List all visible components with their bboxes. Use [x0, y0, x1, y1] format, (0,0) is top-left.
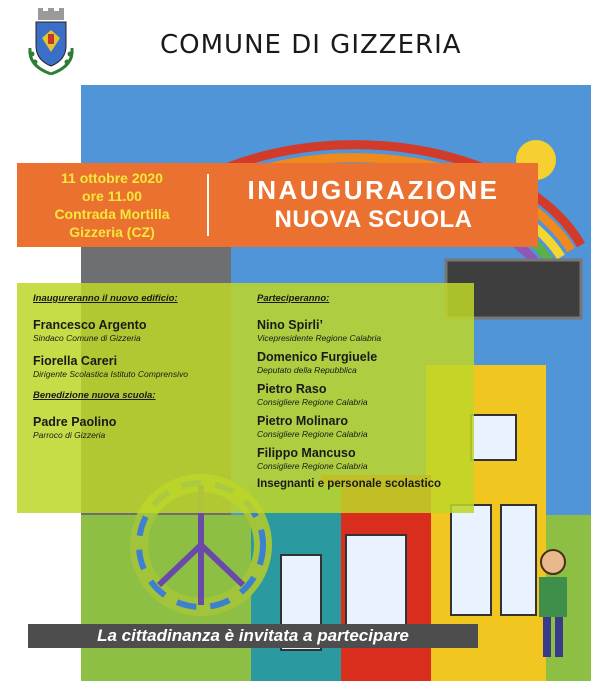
coat-of-arms-icon [22, 8, 80, 78]
section-heading-participants: Parteciperanno: [257, 293, 330, 304]
person-role: Dirigente Scolastica Istituto Comprensivo [33, 369, 188, 379]
event-location-line2: Gizzeria (CZ) [69, 224, 155, 240]
closing-line: Insegnanti e personale scolastico [257, 478, 442, 490]
municipality-title: COMUNE DI GIZZERIA [160, 30, 462, 60]
section-heading-blessing: Benedizione nuova scuola: [33, 390, 156, 401]
person-name: Pietro Raso [257, 382, 327, 396]
person-role: Vicepresidente Regione Calabria [257, 333, 382, 343]
invitation-banner: La cittadinanza è invitata a partecipare [28, 624, 478, 648]
person-role: Deputato della Repubblica [257, 365, 357, 375]
event-time: ore 11.00 [82, 188, 142, 204]
headline-line2: NUOVA SCUOLA [274, 206, 473, 233]
program-right-column [257, 293, 477, 490]
event-date: 11 ottobre 2020 [61, 170, 163, 186]
person-name: Padre Paolino [33, 415, 117, 429]
headline-line1: INAUGURAZIONE [247, 175, 500, 205]
person-role: Parroco di Gizzeria [33, 430, 106, 440]
event-headline [209, 175, 538, 235]
person-name: Fiorella Careri [33, 354, 118, 368]
person-name: Nino Spirli’ [257, 318, 323, 332]
program-left-column [33, 293, 243, 451]
person-role: Sindaco Comune di Gizzeria [33, 333, 141, 343]
event-location-line1: Contrada Mortilla [54, 206, 170, 222]
person-name: Domenico Furgiuele [257, 350, 378, 364]
person-name: Filippo Mancuso [257, 446, 356, 460]
person-role: Consigliere Regione Calabria [257, 397, 368, 407]
person-role: Consigliere Regione Calabria [257, 461, 368, 471]
section-heading-inaugurators: Inaugureranno il nuovo edificio: [33, 293, 178, 304]
person-role: Consigliere Regione Calabria [257, 429, 368, 439]
event-banner [17, 163, 538, 247]
person-name: Francesco Argento [33, 318, 147, 332]
program-panel [17, 283, 474, 513]
event-details [17, 169, 207, 241]
person-name: Pietro Molinaro [257, 414, 348, 428]
